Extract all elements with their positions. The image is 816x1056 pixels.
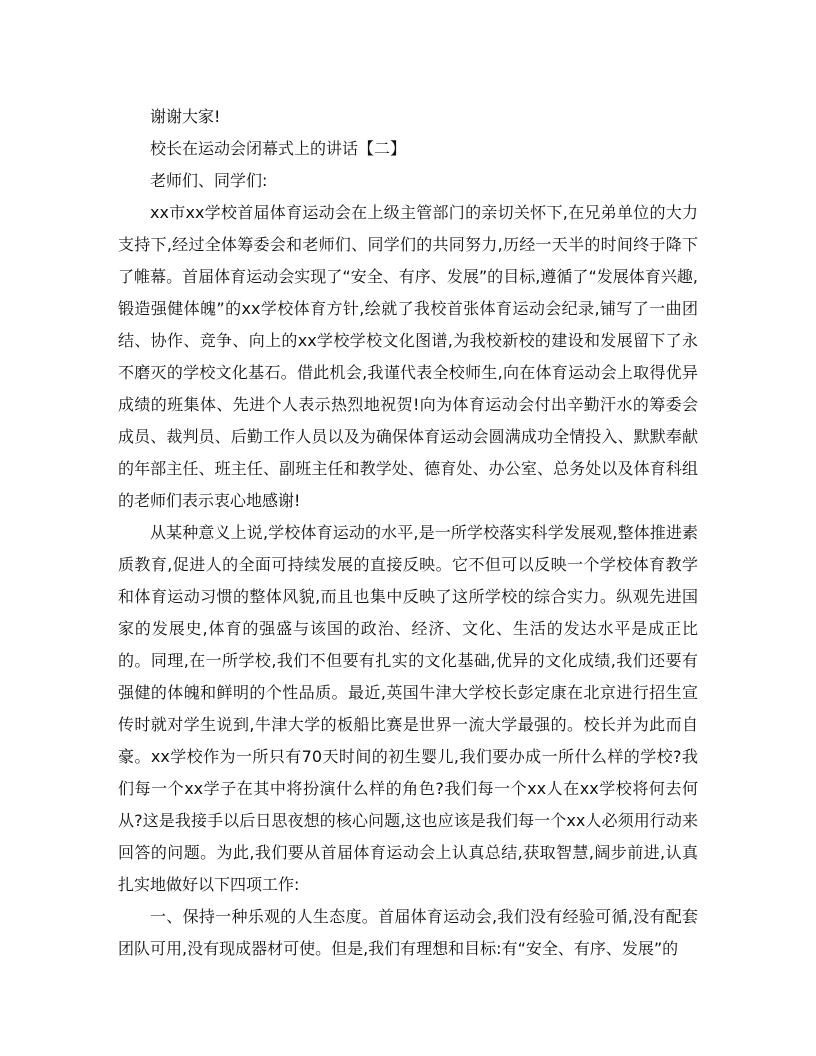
section-title: 校长在运动会闭幕式上的讲话【二】 [150, 139, 407, 158]
salutation: 老师们、同学们: [150, 171, 268, 190]
paragraph-2: 从某种意义上说,学校体育运动的水平,是一所学校落实科学发展观,整体推进素质教育,促进人的全面可持续发展的直接反映。它不但可以反映一个学校体育教学和体育运动习惯的整体风貌,而且也集中反映了这所学校的综合实力。纵观先进国家的发展史,体育的强盛与该国的政治、经济、文化、生活的发达水平是成正比的。同理,在一所学校,我们不但要有扎实的文化基础,优异的文化成绩,我们还要有强健的体魄和鲜明的个性品质。最近,英国牛津大学校长彭定康在北京进行招生宣传时就对学生说到,牛津大学的板船比赛是世界一流大学最强的。校长并为此而自豪。xx学校作为一所只有70天时间的初生婴儿,我们要办成一所什么样的学校?我们每一个xx学子在其中将扮演什么样的角色?我们每一个xx人在xx学校将何去何从?这是我接手以后日思夜想的核心问题,这也应该是我们每一个xx人必须用行动来回答的问题。为此,我们要从首届体育运动会上认真总结,获取智慧,阔步前进,认真扎实地做好以下四项工作: [118, 523, 698, 894]
closing-line: 谢谢大家! [150, 107, 221, 126]
document-body [118, 101, 698, 965]
paragraph-3: 一、保持一种乐观的人生态度。首届体育运动会,我们没有经验可循,没有配套团队可用,没有现成器材可使。但是,我们有理想和目标:有“安全、有序、发展”的 [118, 907, 698, 958]
paragraph-1: xx市xx学校首届体育运动会在上级主管部门的亲切关怀下,在兄弟单位的大力支持下,经过全体筹委会和老师们、同学们的共同努力,历经一天半的时间终于降下了帷幕。首届体育运动会实现了“安全、有序、发展”的目标,遵循了“发展体育兴趣,锻造强健体魄”的xx学校体育方针,绘就了我校首张体育运动会纪录,铺写了一曲团结、协作、竞争、向上的xx学校学校文化图谱,为我校新校的建设和发展留下了永不磨灭的学校文化基石。借此机会,我谨代表全校师生,向在体育运动会上取得优异成绩的班集体、先进个人表示热烈地祝贺!向为体育运动会付出辛勤汗水的筹委会成员、裁判员、后勤工作人员以及为确保体育运动会圆满成功全情投入、默默奉献的年部主任、班主任、副班主任和教学处、德育处、办公室、总务处以及体育科组的老师们表示衷心地感谢! [118, 203, 698, 510]
